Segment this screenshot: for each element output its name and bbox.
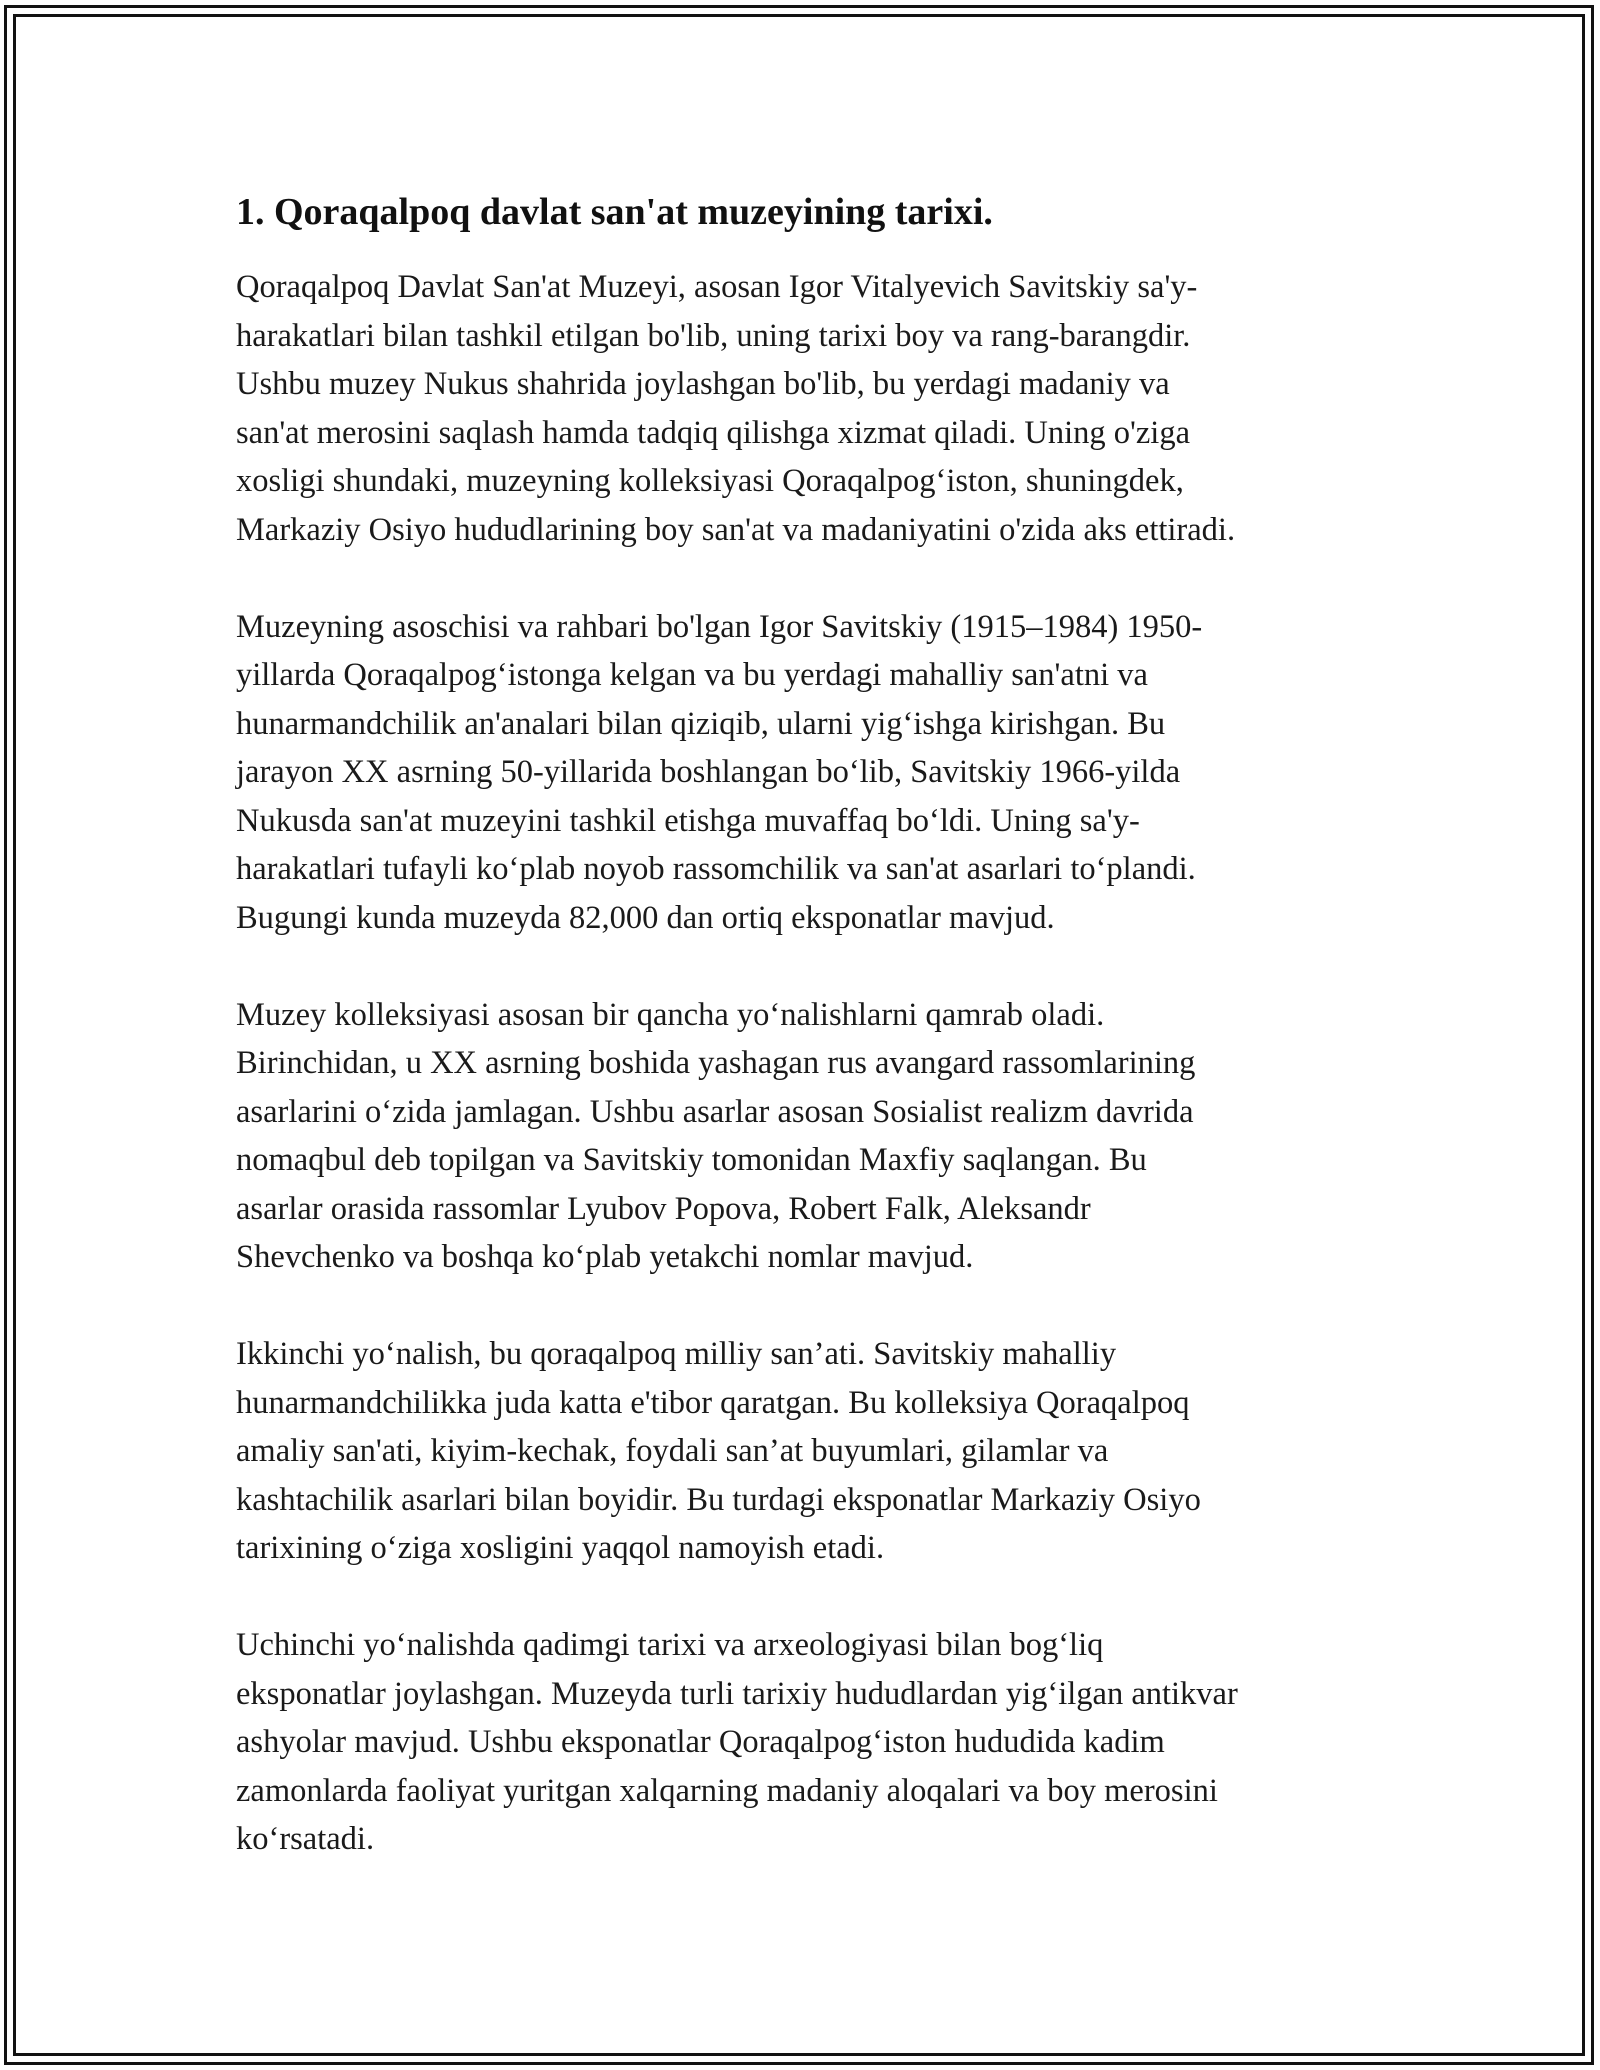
- text-line: harakatlari tufayli ko‘plab noyob rassomchilik va san'at asarlari to‘plandi.: [236, 851, 1196, 887]
- paragraph-collection-avant-garde: [236, 991, 1396, 1282]
- text-line: Uchinchi yo‘nalishda qadimgi tarixi va arxeologiyasi bilan bog‘liq: [236, 1627, 1104, 1663]
- text-line: kashtachilik asarlari bilan boyidir. Bu turdagi eksponatlar Markaziy Osiyo: [236, 1481, 1201, 1518]
- text-line: yillarda Qoraqalpog‘istonga kelgan va bu yerdagi mahalliy san'atni va: [236, 657, 1148, 693]
- text-line: tarixining o‘ziga xosligini yaqqol namoyish etadi.: [236, 1530, 885, 1566]
- paragraph-founder: [236, 603, 1396, 943]
- text-line: san'at merosini saqlash hamda tadqiq qilishga xizmat qiladi. Uning o'ziga: [236, 414, 1191, 451]
- text-line: asarlarini o‘zida jamlagan. Ushbu asarlar asosan Sosialist realizm davrida: [236, 1093, 1194, 1130]
- text-line: eksponatlar joylashgan. Muzeyda turli tarixiy hududlardan yig‘ilgan antikvar: [236, 1675, 1238, 1712]
- text-line: hunarmandchilik an'analari bilan qiziqib, ularni yig‘ishga kirishgan. Bu: [236, 705, 1166, 742]
- text-line: zamonlarda faoliyat yuritgan xalqarning madaniy aloqalari va boy merosini: [236, 1772, 1218, 1809]
- paragraph-intro: [236, 263, 1396, 554]
- text-line: Muzey kolleksiyasi asosan bir qancha yo‘nalishlarni qamrab oladi.: [236, 996, 1105, 1033]
- text-line: Bugungi kunda muzeyda 82,000 dan ortiq eksponatlar mavjud.: [236, 899, 1055, 936]
- text-line: Ushbu muzey Nukus shahrida joylashgan bo'lib, bu yerdagi madaniy va: [236, 366, 1170, 402]
- text-line: harakatlari bilan tashkil etilgan bo'lib, uning tarixi boy va rang-barangdir.: [236, 317, 1191, 354]
- text-line: Shevchenko va boshqa ko‘plab yetakchi nomlar mavjud.: [236, 1239, 974, 1275]
- text-line: asarlar orasida rassomlar Lyubov Popova, Robert Falk, Aleksandr: [236, 1190, 1091, 1227]
- text-line: Nukusda san'at muzeyini tashkil etishga muvaffaq bo‘ldi. Uning sa'y-: [236, 802, 1140, 839]
- text-line: Markaziy Osiyo hududlarining boy san'at va madaniyatini o'zida aks ettiradi.: [236, 511, 1236, 548]
- text-line: jarayon XX asrning 50-yillarida boshlangan bo‘lib, Savitskiy 1966-yilda: [236, 754, 1181, 790]
- text-line: xosligi shundaki, muzeyning kolleksiyasi Qoraqalpog‘iston, shuningdek,: [236, 463, 1184, 499]
- text-line: nomaqbul deb topilgan va Savitskiy tomonidan Maxfiy saqlangan. Bu: [236, 1142, 1147, 1178]
- text-line: Ikkinchi yo‘nalish, bu qoraqalpoq milliy san’ati. Savitskiy mahalliy: [236, 1336, 1117, 1372]
- paragraph-archaeology: [236, 1621, 1396, 1864]
- text-line: amaliy san'ati, kiyim-kechak, foydali san’at buyumlari, gilamlar va: [236, 1433, 1109, 1469]
- text-line: Birinchidan, u XX asrning boshida yashagan rus avangard rassomlarining: [236, 1045, 1196, 1081]
- document-body: [236, 184, 1396, 1912]
- text-line: ashyolar mavjud. Ushbu eksponatlar Qoraqalpog‘iston hududida kadim: [236, 1724, 1165, 1760]
- text-line: ko‘rsatadi.: [236, 1821, 375, 1857]
- text-line: hunarmandchilikka juda katta e'tibor qaratgan. Bu kolleksiya Qoraqalpoq: [236, 1384, 1190, 1421]
- paragraph-national-art: [236, 1330, 1396, 1573]
- section-heading: 1. Qoraqalpoq davlat san'at muzeyining tarixi.: [236, 191, 993, 233]
- text-line: Muzeyning asoschisi va rahbari bo'lgan Igor Savitskiy (1915–1984) 1950-: [236, 608, 1203, 645]
- text-line: Qoraqalpoq Davlat San'at Muzeyi, asosan Igor Vitalyevich Savitskiy sa'y-: [236, 269, 1198, 305]
